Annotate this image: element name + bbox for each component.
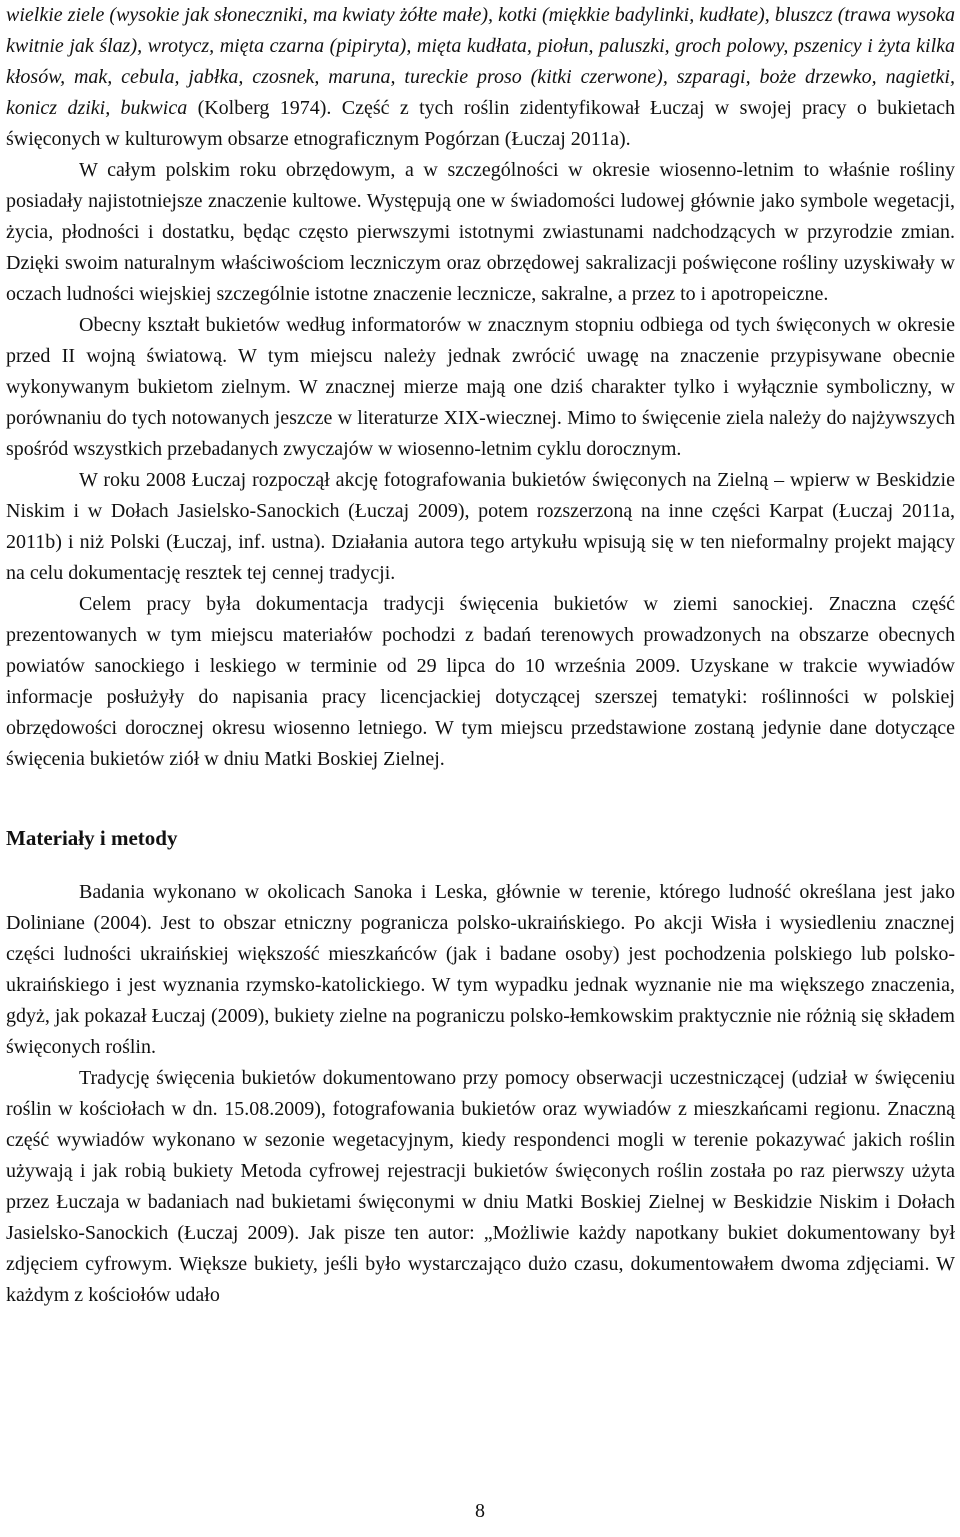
paragraph-study-area: Badania wykonano w okolicach Sanoka i Leska, głównie w terenie, którego ludność określana jest jako Doliniane (2004). Jest to obszar etniczny pogranicza polsko-ukraińskiego. Po akcji Wisła i wysiedleniu znacznej części ludności ukraińskiej większość mieszkańców (jak i badane osoby) jest pochodzenia polskiego lub polsko-ukraińskiego i jest wyznania rzymsko-katolickiego. W tym wypadku jednak wyznanie nie ma większego znaczenia, gdyż, jak pokazał Łuczaj (2009), bukiety zielne na pograniczu polsko-łemkowskim praktycznie nie różnią się składem święconych roślin. (6, 881, 955, 1058)
italic-plant-list: wielkie ziele (wysokie jak słoneczniki, ma kwiaty żółte małe), kotki (miękkie badylinki, kudłate), bluszcz (trawa wysoka kwitnie jak ślaz), wrotycz, mięta czarna (pipiryta), mięta kudłata, piołun, paluszki, groch polowy, pszenicy i żyta kilka kłosów, mak, cebula, jabłka, czosnek, maruna, tureckie proso (kitki czerwone), szparagi, boże drzewko, nagietki, konicz dziki, bukwica (6, 4, 955, 119)
paragraph-photo-campaign: W roku 2008 Łuczaj rozpoczął akcję fotografowania bukietów święconych na Zielną – wpierw w Beskidzie Niskim i w Dołach Jasielsko-Sanockich (Łuczaj 2009), potem rozszerzoną na inne części Karpat (Łuczaj 2011a, 2011b) i niż Polski (Łuczaj, inf. ustna). Działania autora tego artykułu wpisują się w ten nieformalny projekt mający na celu dokumentację resztek tej cennej tradycji. (6, 469, 955, 584)
paragraph-plant-list-continuation: (Kolberg 1974). Część z tych roślin zidentyfikował Łuczaj w swojej pracy o bukietach święconych w kulturowym obsarze etnograficznym Pogórzan (Łuczaj 2011a). (6, 97, 955, 150)
section-heading-materials-methods: Materiały i metody (6, 826, 178, 850)
paragraph-documentation-method: Tradycję święcenia bukietów dokumentowano przy pomocy obserwacji uczestniczącej (udział w święceniu roślin w kościołach w dn. 15.08.2009), fotografowania bukietów oraz wywiadów z mieszkańcami regionu. Znaczną część wywiadów wykonano w sezonie wegetacyjnym, kiedy respondenci mogli w terenie pokazywać jakich roślin używają i jak robią bukiety Metoda cyfrowej rejestracji bukietów święconych roślin została po raz pierwszy użyta przez Łuczaja w badaniach nad bukietami święconymi w dniu Matki Boskiej Zielnej w Beskidzie Niskim i Dołach Jasielsko-Sanockich (Łuczaj 2009). Jak pisze ten autor: „Możliwie każdy napotkany bukiet dokumentowany był zdjęciem cyfrowym. Większe bukiety, jeśli było wystarczająco dużo czasu, dokumentowałem dwoma zdjęciami. W każdym z kościołów udało (6, 1067, 955, 1306)
document-page (6, 0, 955, 1311)
paragraph-plant-list (6, 0, 955, 155)
paragraph-aim-of-work: Celem pracy była dokumentacja tradycji święcenia bukietów w ziemi sanockiej. Znaczna część prezentowanych w tym miejscu materiałów pochodzi z badań terenowych prowadzonych na obszarze obecnych powiatów sanockiego i leskiego w terminie od 29 lipca do 10 września 2009. Uzyskane w trakcie wywiadów informacje posłużyły do napisania pracy licencjackiej dotyczącej szerszej tematyki: roślinności w polskiej obrzędowości dorocznej okresu wiosenno letniego. W tym miejscu przedstawione zostaną jedynie dane dotyczące święcenia bukietów ziół w dniu Matki Boskiej Zielnej. (6, 593, 955, 770)
paragraph-bouquet-shape: Obecny kształt bukietów według informatorów w znacznym stopniu odbiega od tych święconych w okresie przed II wojną światową. W tym miejscu należy jednak zwrócić uwagę na znaczenie przypisywane obecnie wykonywanym bukietom zielnym. W znacznej mierze mają one dziś charakter tylko i wyłącznie symboliczny, w porównaniu do tych notowanych jeszcze w literaturze XIX-wiecznej. Mimo to święcenie ziela należy do najżywszych spośród wszystkich przebadanych zwyczajów w wiosenno-letnim cyklu dorocznym. (6, 314, 955, 460)
page-number: 8 (475, 1500, 485, 1522)
paragraph-ritual-year: W całym polskim roku obrzędowym, a w szczególności w okresie wiosenno-letnim to właśnie rośliny posiadały najistotniejsze znaczenie kultowe. Występują one w świadomości ludowej głównie jako symbole wegetacji, życia, płodności i dostatku, będąc często pierwszymi istotnymi zwiastunami nadchodzących w przyrodzie zmian. Dzięki swoim naturalnym właściwościom leczniczym oraz obrzędowej sakralizacji poświęcone rośliny uzyskiwały w oczach ludności wiejskiej szczególnie istotne znaczenie lecznicze, sakralne, a przez to i apotropeiczne. (6, 159, 955, 305)
